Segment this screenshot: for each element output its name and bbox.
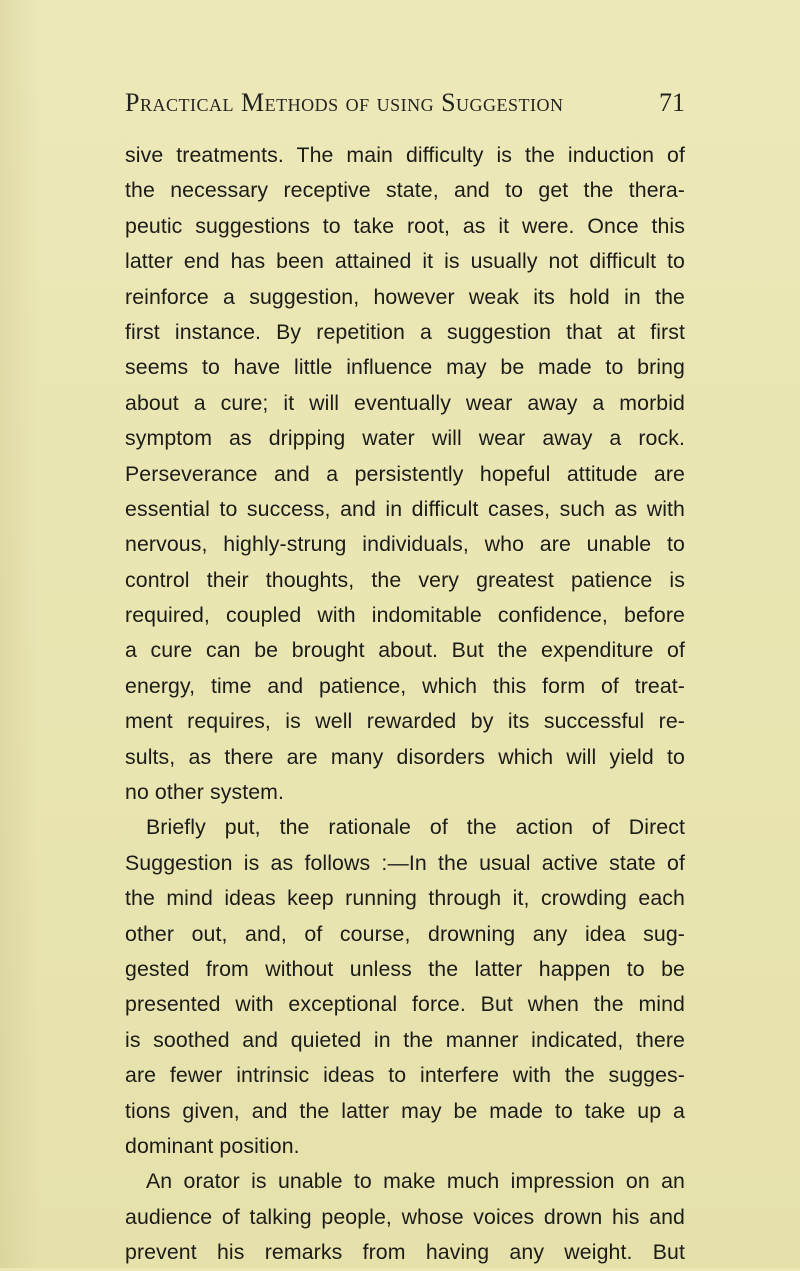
page-number: 71: [659, 88, 685, 117]
text-line: no other system.: [125, 780, 285, 805]
text-line: tions given, and the latter may be made to take up a: [125, 1098, 685, 1123]
text-line: peutic suggestions to take root, as it were. Once this: [125, 213, 685, 238]
text-line: the necessary receptive state, and to get the thera-: [125, 178, 685, 203]
text-line: other out, and, of course, drowning any idea sug-: [125, 921, 685, 946]
text-line: Briefly put, the rationale of the action of Direct: [146, 815, 685, 840]
text-line: dominant position.: [125, 1133, 300, 1158]
text-line: about a cure; it will eventually wear away a morbid: [125, 390, 685, 415]
page-header: [125, 88, 685, 128]
text-line: are fewer intrinsic ideas to interfere with the sugges-: [125, 1063, 685, 1088]
text-line: is soothed and quieted in the manner indicated, there: [125, 1027, 685, 1052]
text-line: seems to have little influence may be made to bring: [125, 355, 685, 380]
text-line: prevent his remarks from having any weight. But: [125, 1240, 685, 1265]
text-line: nervous, highly-strung individuals, who are unable to: [125, 532, 685, 557]
text-line: first instance. By repetition a suggestion that at first: [125, 319, 685, 344]
text-line: ment requires, is well rewarded by its successful re-: [125, 709, 685, 734]
text-line: essential to success, and in difficult cases, such as with: [125, 496, 685, 521]
text-line: reinforce a suggestion, however weak its hold in the: [125, 284, 685, 309]
text-line: the mind ideas keep running through it, crowding each: [125, 886, 685, 911]
body-text: [125, 138, 685, 1271]
text-line: audience of talking people, whose voices drown his and: [125, 1204, 685, 1229]
text-line: latter end has been attained it is usually not difficult to: [125, 249, 685, 274]
text-line: Perseverance and a persistently hopeful attitude are: [125, 461, 685, 486]
running-head: Practical Methods of using Suggestion: [125, 88, 564, 117]
text-line: sults, as there are many disorders which will yield to: [125, 744, 685, 769]
text-line: An orator is unable to make much impression on an: [146, 1169, 685, 1194]
text-line: required, coupled with indomitable confidence, before: [125, 603, 685, 628]
text-line: control their thoughts, the very greatest patience is: [125, 567, 685, 592]
text-line: Suggestion is as follows :—In the usual active state of: [125, 850, 685, 875]
text-line: a cure can be brought about. But the expenditure of: [125, 638, 685, 663]
text-line: energy, time and patience, which this form of treat-: [125, 673, 685, 698]
text-line: symptom as dripping water will wear away a rock.: [125, 426, 685, 451]
text-line: gested from without unless the latter happen to be: [125, 956, 685, 981]
text-line: presented with exceptional force. But when the mind: [125, 992, 685, 1017]
text-line: sive treatments. The main difficulty is the induction of: [125, 143, 685, 167]
